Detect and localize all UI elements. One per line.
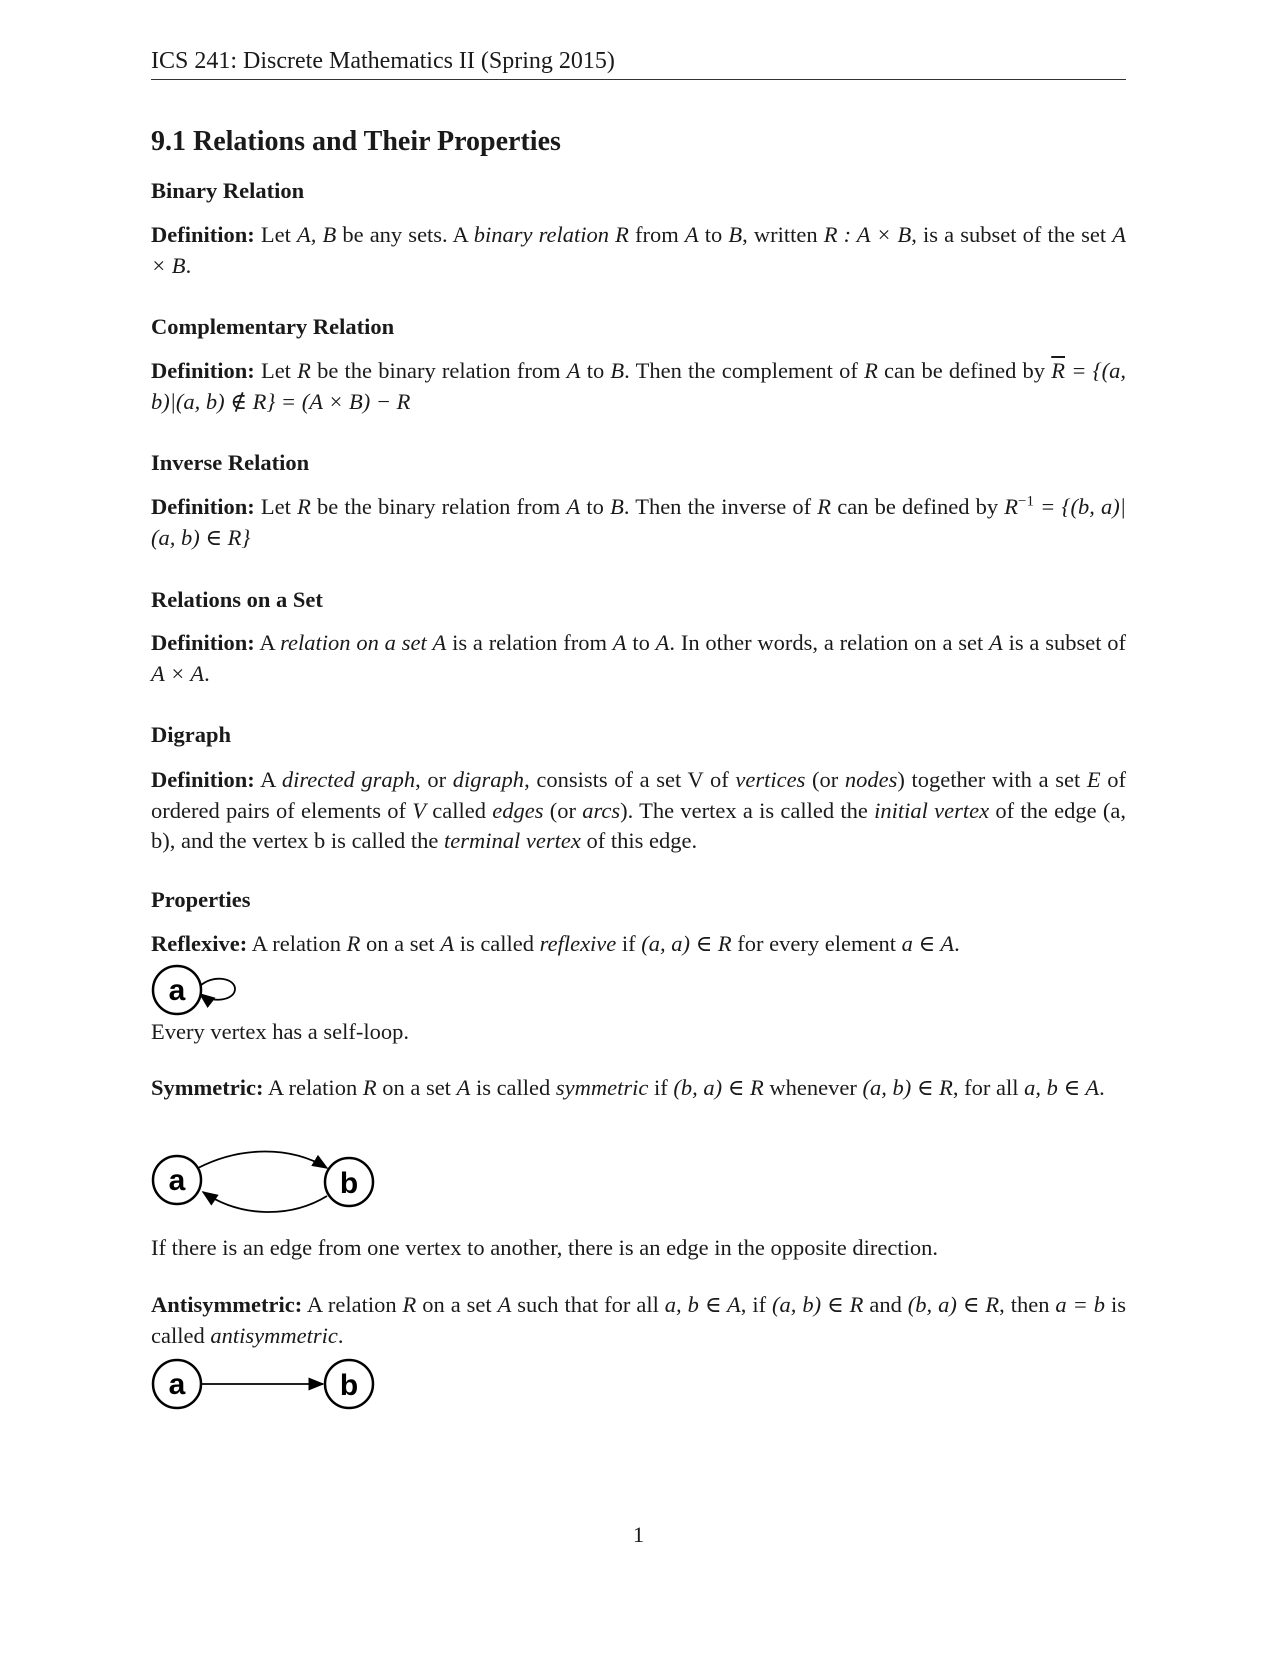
reflexive-digraph xyxy=(151,960,271,1022)
definition-label: Definition: xyxy=(151,767,255,792)
definition-binary-relation: Definition: Let A, B be any sets. A binary relation R from A to B, written R : A × B, is a subset of the set A × B. xyxy=(151,222,1126,278)
definition-label: Definition: xyxy=(151,494,255,519)
property-reflexive: Reflexive: A relation R on a set A is called reflexive if (a, a) ∈ R for every element a ∈ A. xyxy=(151,931,960,956)
definition-relations-on-a-set: Definition: A relation on a set A is a relation from A to A. In other words, a relation on a set A is a subset of A × A. xyxy=(151,630,1127,686)
property-label: Reflexive: xyxy=(151,931,248,956)
vertex-label: a xyxy=(168,974,186,1007)
subheading-complementary-relation: Complementary Relation xyxy=(151,314,395,339)
page-number: 1 xyxy=(632,1522,645,1547)
vertex-b-label: b xyxy=(339,1167,359,1200)
reflexive-caption: Every vertex has a self-loop. xyxy=(151,1019,410,1044)
antisymmetric-digraph xyxy=(151,1354,391,1416)
definition-digraph: Definition: A directed graph, or digraph, consists of a set V of vertices (or nodes) together with a set E of ordered pairs of elements of V called edges (or arcs). The vertex a is called the initial vertex of the edge (a, b), and the vertex b is called the terminal vertex of this edge. xyxy=(151,767,1126,853)
complement-r: $\overline{R}$ xyxy=(1051,358,1066,383)
property-label: Antisymmetric: xyxy=(151,1292,303,1317)
vertex-b-label: b xyxy=(339,1369,359,1402)
subheading-relations-on-a-set: Relations on a Set xyxy=(151,587,323,612)
document-page xyxy=(151,0,1126,1656)
self-loop-edge xyxy=(200,979,235,1000)
symmetric-digraph xyxy=(151,1150,391,1230)
vertex-a-label: a xyxy=(168,1164,186,1197)
property-label: Symmetric: xyxy=(151,1075,264,1100)
subheading-digraph: Digraph xyxy=(151,722,232,747)
property-symmetric: Symmetric: A relation R on a set A is called symmetric if (b, a) ∈ R whenever (a, b) ∈ R, for all a, b ∈ A. xyxy=(151,1075,1105,1100)
property-antisymmetric: Antisymmetric: A relation R on a set A such that for all a, b ∈ A, if (a, b) ∈ R and (b, a) ∈ R, then a = b is called antisymmetric. xyxy=(151,1292,1126,1348)
definition-label: Definition: xyxy=(151,630,255,655)
section-title: 9.1 Relations and Their Properties xyxy=(151,126,561,157)
subheading-inverse-relation: Inverse Relation xyxy=(151,450,310,475)
definition-label: Definition: xyxy=(151,358,255,383)
definition-inverse-relation: Definition: Let R be the binary relation from A to B. Then the inverse of R can be defined by $R^{-1} = \{(b$, a)|(a, b) ∈ R} xyxy=(151,493,1126,550)
running-head: ICS 241: Discrete Mathematics II (Spring 2015) xyxy=(151,46,1126,80)
subheading-binary-relation: Binary Relation xyxy=(151,178,305,203)
edge-b-to-a xyxy=(203,1192,327,1212)
definition-label: Definition: xyxy=(151,222,255,247)
edge-a-to-b xyxy=(198,1152,327,1169)
subheading-properties: Properties xyxy=(151,887,251,912)
definition-complementary-relation: Definition: Let R be the binary relation from A to B. Then the complement of R can be defined by $\overline{R} = \{(a$, b)|(a, b) ∉ R} = (A × B) − R xyxy=(151,358,1126,414)
symmetric-caption: If there is an edge from one vertex to another, there is an edge in the opposite direction. xyxy=(151,1235,938,1260)
vertex-a-label: a xyxy=(168,1368,186,1401)
